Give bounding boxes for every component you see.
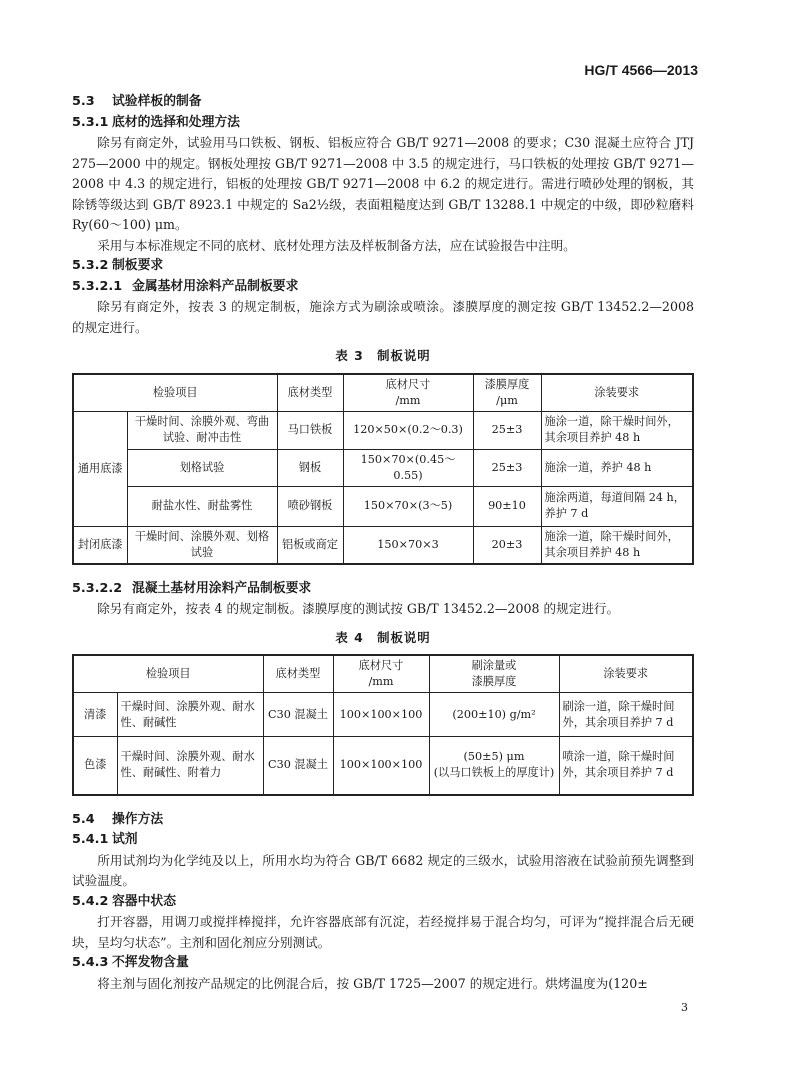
section-number: 5.3.2.2: [72, 580, 123, 596]
section-number: 5.4.3: [72, 955, 109, 970]
section-heading: [72, 830, 694, 851]
table-cell: 耐盐水性、耐盐雾性: [127, 486, 277, 526]
paragraph: 打开容器，用调刀或搅拌棒搅拌，允许容器底部有沉淀，若经搅拌易于混合均匀，可评为“搅拌混合后无硬块，呈均匀状态”。主剂和固化剂应分别测试。: [72, 914, 694, 950]
table-cell: 20±3: [473, 526, 541, 564]
table-group-cell: 通用底漆: [73, 411, 127, 526]
table-cell: 25±3: [473, 411, 541, 449]
section-heading: [72, 579, 694, 600]
page-number: 3: [681, 1001, 688, 1014]
table-cell: 100×100×100: [333, 693, 429, 737]
paragraph: 将主剂与固化剂按产品规定的比例混合后，按 GB/T 1725—2007 的规定进行。烘烤温度为(120±: [97, 975, 648, 991]
section-title: 试剂: [112, 832, 138, 847]
table-cell: 刷涂一道，除干燥时间外，其余项目养护 7 d: [559, 693, 693, 737]
table-cell: 施涂一道，养护 48 h: [541, 449, 693, 486]
table-cell: 喷砂钢板: [277, 486, 343, 526]
table-cell: 90±10: [473, 486, 541, 526]
section-title: 试验样板的制备: [112, 94, 202, 109]
table-cell: 划格试验: [127, 449, 277, 486]
section-title: 不挥发物含量: [112, 955, 189, 970]
table-header-cell: 底材尺寸 /mm: [343, 374, 473, 412]
table-cell: 150×70×(3～5): [343, 486, 473, 526]
paragraph: 所用试剂均为化学纯及以上，所用水均为符合 GB/T 6682 规定的三级水，试验用溶液在试验前预先调整到试验温度。: [72, 852, 694, 888]
table-header-cell: 检验项目: [73, 374, 277, 412]
section-number: 5.4: [72, 811, 95, 827]
table-cell: 施涂一道，除干燥时间外，其余项目养护 48 h: [541, 526, 693, 564]
table-cell: C30 混凝土: [263, 737, 333, 795]
table-header-cell: 底材类型: [277, 374, 343, 412]
table-row: [73, 526, 693, 564]
section-number: 5.3.1: [72, 114, 109, 130]
section-heading: [72, 892, 694, 913]
table-header-cell: 漆膜厚度 /μm: [473, 374, 541, 412]
paragraph: 除另有商定外，试验用马口铁板、钢板、铝板应符合 GB/T 9271—2008 的要求；C30 混凝土应符合 JTJ 275—2000 中的规定。钢板处理按 GB/T 9271—2008 中 3.5 的规定进行，马口铁板的处理按 GB/T 9271—2008 中 4.3 的规定进行，铝板的处理按 GB/T 9271—2008 中 6.2 的规定进行。需进行喷砂处理的钢板，其除锈等级达到 GB/T 8923.1 中规定的 Sa2½级，表面粗糙度达到 GB/T 13288.1 中规定的中级，即砂粒磨料 Ry(60～100) μm。: [72, 135, 694, 232]
paragraph: 采用与本标准规定不同的底材、底材处理方法及样板制备方法，应在试验报告中注明。: [97, 237, 576, 253]
section-heading: [72, 277, 694, 298]
table-header-cell: 底材类型: [263, 655, 333, 693]
section-title: 底材的选择和处理方法: [112, 114, 240, 130]
section-title: 操作方法: [112, 811, 164, 827]
table-cell: (200±10) g/m²: [429, 693, 559, 737]
table-header-cell: 涂装要求: [559, 655, 693, 693]
table-group-cell: 封闭底漆: [73, 526, 127, 564]
table-cell: 干燥时间、涂膜外观、耐水性、耐碱性、附着力: [117, 737, 263, 795]
paragraph: 除另有商定外，按表 4 的规定制板。漆膜厚度的测试按 GB/T 13452.2—2008 的规定进行。: [97, 601, 620, 616]
section-number: 5.3.2.1: [72, 278, 123, 294]
table-header-cell: 检验项目: [73, 655, 263, 693]
section-heading: [72, 953, 694, 974]
page-content: [72, 92, 694, 994]
table-header-cell: 刷涂量或 漆膜厚度: [429, 655, 559, 693]
table-cell: 施涂一道，除干燥时间外，其余项目养护 48 h: [541, 411, 693, 449]
table-cell: 马口铁板: [277, 411, 343, 449]
table-row: [73, 449, 693, 486]
table-caption: 表 4 制板说明: [335, 629, 431, 645]
section-title: 混凝土基材用涂料产品制板要求: [132, 580, 312, 596]
table-4: [72, 654, 694, 796]
table-cell: 干燥时间、涂膜外观、划格试验: [127, 526, 277, 564]
section-title: 金属基材用涂料产品制板要求: [132, 278, 299, 294]
paragraph: 除另有商定外，按表 3 的规定制板，施涂方式为刷涂或喷涂。漆膜厚度的测定按 GB/T 13452.2—2008 的规定进行。: [72, 299, 694, 335]
table-cell: (50±5) μm (以马口铁板上的厚度计): [429, 737, 559, 795]
table-cell: 120×50×(0.2～0.3): [343, 411, 473, 449]
table-cell: 150×70×(0.45～0.55): [343, 449, 473, 486]
table-header-cell: 涂装要求: [541, 374, 693, 412]
table-group-cell: 清漆: [73, 693, 117, 737]
section-heading: [72, 256, 694, 277]
table-cell: 施涂两道，每道间隔 24 h，养护 7 d: [541, 486, 693, 526]
table-group-cell: 色漆: [73, 737, 117, 795]
table-cell: 100×100×100: [333, 737, 429, 795]
section-heading: [72, 92, 694, 113]
section-title: 制板要求: [112, 258, 164, 273]
table-cell: 干燥时间、涂膜外观、弯曲试验、耐冲击性: [127, 411, 277, 449]
section-heading: [72, 113, 694, 134]
section-number: 5.3.2: [72, 258, 109, 273]
table-header-cell: 底材尺寸 /mm: [333, 655, 429, 693]
table-cell: 150×70×3: [343, 526, 473, 564]
table-row: [73, 693, 693, 737]
section-title: 容器中状态: [112, 893, 176, 909]
table-cell: 钢板: [277, 449, 343, 486]
table-row: [73, 737, 693, 795]
table-cell: 铝板或商定: [277, 526, 343, 564]
table-3: [72, 373, 694, 565]
table-cell: 25±3: [473, 449, 541, 486]
table-cell: 干燥时间、涂膜外观、耐水性、耐碱性: [117, 693, 263, 737]
section-number: 5.4.2: [72, 893, 109, 909]
section-number: 5.4.1: [72, 832, 109, 847]
table-row: [73, 486, 693, 526]
section-number: 5.3: [72, 94, 95, 109]
table-cell: C30 混凝土: [263, 693, 333, 737]
table-cell: 喷涂一道，除干燥时间外，其余项目养护 7 d: [559, 737, 693, 795]
section-heading: [72, 810, 694, 831]
table-header-row: [73, 374, 693, 412]
table-header-row: [73, 655, 693, 693]
table-caption: 表 3 制板说明: [335, 348, 431, 363]
table-row: [73, 411, 693, 449]
document-code: HG/T 4566—2013: [584, 62, 698, 78]
